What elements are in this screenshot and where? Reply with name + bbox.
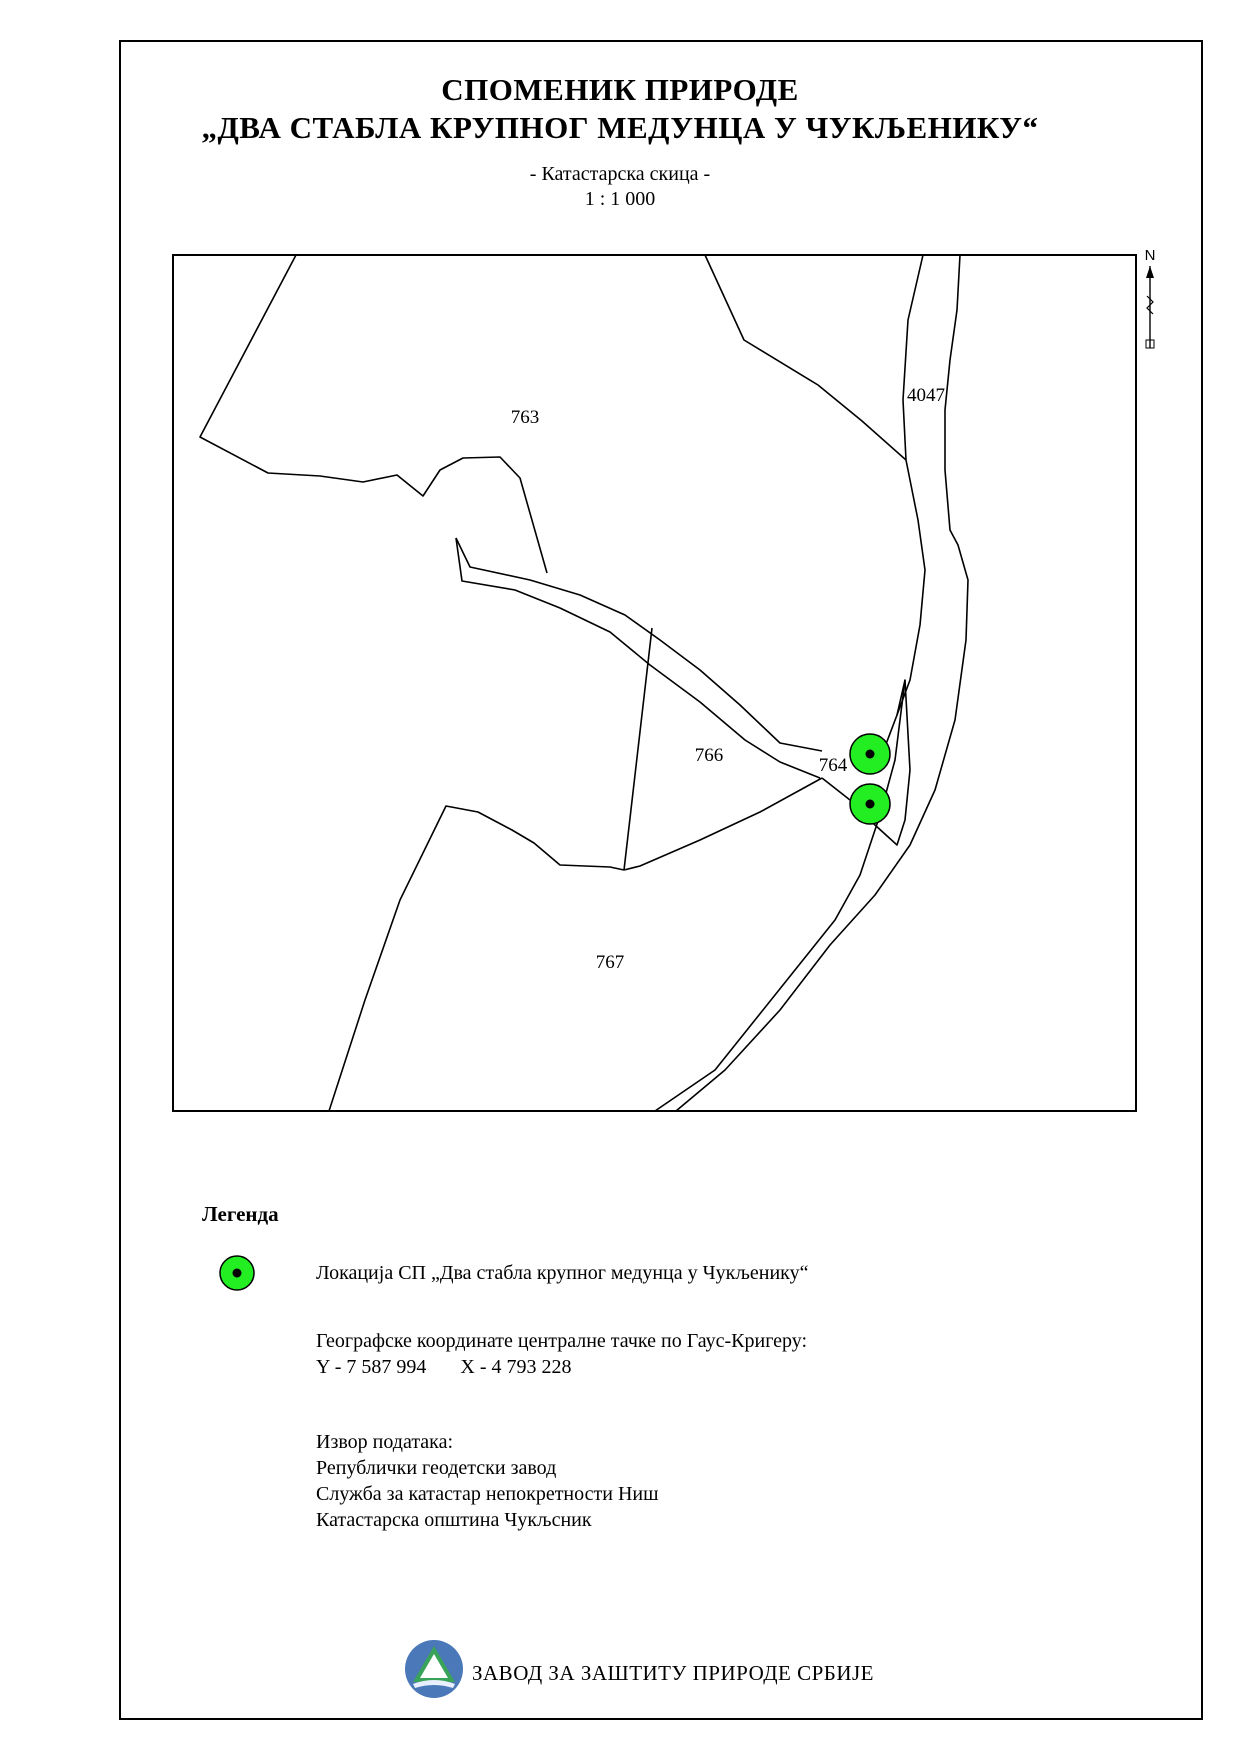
north-arrow-head: [1146, 266, 1154, 278]
north-arrow-mark: [1147, 296, 1153, 314]
parcel-766-south-boundary: [624, 778, 822, 870]
map-scale: 1 : 1 000: [584, 188, 656, 210]
legend-coords-title: Географске координате централне тачке по Гаус-Кригеру:: [316, 1330, 808, 1352]
parcel-767-boundary: [329, 806, 624, 1111]
parcel-763-boundary: [200, 255, 547, 573]
lane-lower-edge: [456, 538, 820, 778]
institute-logo-icon: [403, 1638, 465, 1700]
legend-coords-y: Y - 7 587 994: [316, 1356, 427, 1378]
legend-marker-label: Локација СП „Два стабла крупног медунца у Чукљенику“: [316, 1262, 809, 1284]
legend-heading: Легенда: [202, 1202, 279, 1226]
map-title-line1: СПОМЕНИК ПРИРОДЕ: [441, 72, 799, 107]
parcel-label-763: 763: [510, 407, 540, 428]
legend-coords-x: X - 4 793 228: [460, 1356, 572, 1378]
road-4047-west-edge: [897, 255, 925, 715]
footer-organization: ЗАВОД ЗА ЗАШТИТУ ПРИРОДЕ СРБИЈЕ: [472, 1661, 875, 1685]
parcel-766-west-boundary: [624, 628, 652, 870]
lane-upper-edge: [456, 538, 822, 751]
legend-source-title: Извор података:: [316, 1431, 454, 1453]
north-label: N: [1144, 247, 1156, 264]
parcel-label-4047: 4047: [907, 385, 945, 406]
parcel-boundaries: [200, 255, 968, 1111]
parcel-763-ne-boundary: [705, 255, 906, 460]
legend-marker-icon: [217, 1253, 257, 1293]
map-title-line2: „ДВА СТАБЛА КРУПНОГ МЕДУНЦА У ЧУКЉЕНИКУ“: [201, 110, 1039, 145]
legend-source-2: Служба за катастар непокретности Ниш: [316, 1483, 659, 1505]
road-4047-east-edge: [676, 255, 968, 1111]
parcel-label-764: 764: [818, 755, 848, 776]
north-arrow: [1145, 247, 1156, 348]
legend-source-1: Републички геодетски завод: [316, 1457, 557, 1479]
map-frame: [173, 255, 1136, 1111]
parcel-label-766: 766: [694, 745, 724, 766]
legend-coords: [316, 1356, 571, 1379]
map-subtitle: - Катастарска скица -: [529, 163, 711, 185]
legend-source-3: Катастарска општина Чукљсник: [316, 1509, 592, 1531]
parcel-label-767: 767: [595, 952, 625, 973]
tree-marker-2: [850, 784, 890, 824]
tree-marker-1: [850, 734, 890, 774]
